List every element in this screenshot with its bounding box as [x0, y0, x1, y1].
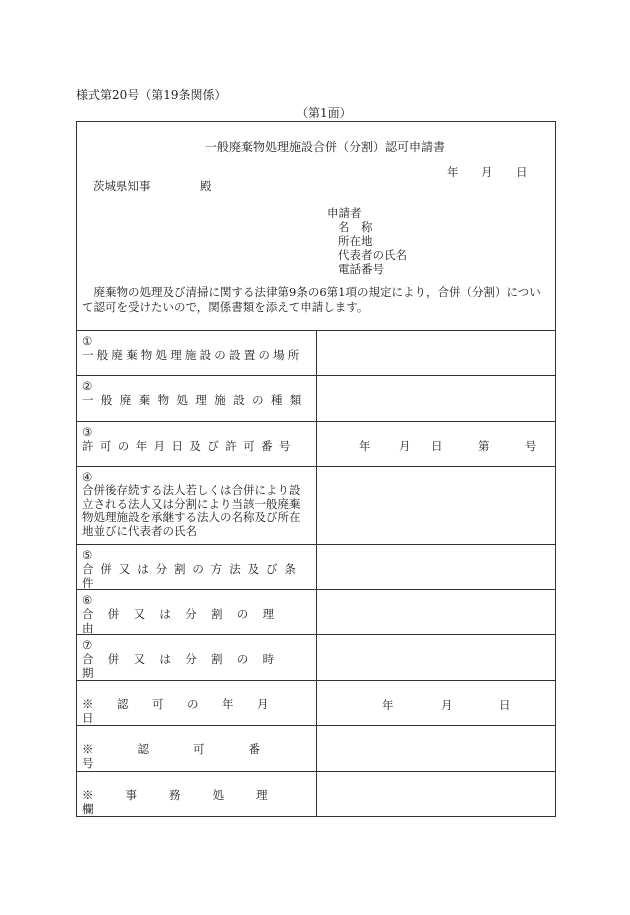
row-3-year: 年 [359, 439, 371, 453]
row-5-label [82, 548, 310, 590]
row-3-dai: 第 [478, 439, 490, 453]
row-text: 合併後存続する法人若しくは合併により設立される法人又は分割により当該一般廃棄物処理施設を承継する法人の名称及び所在地並びに代表者の氏名 [82, 483, 301, 538]
row-8-day: 日 [499, 698, 511, 712]
row-2-label [82, 379, 310, 407]
page-label: （第1面） [296, 106, 352, 120]
row-text: 合併又は分割の方法及び条件 [82, 562, 303, 590]
date-day: 日 [516, 165, 528, 179]
row-number: ⑥ [82, 593, 93, 607]
applicant-field-phone: 電話番号 [338, 262, 384, 276]
row-10-label [82, 788, 310, 816]
applicant-field-representative: 代表者の氏名 [338, 248, 407, 262]
applicant-field-name: 名 称 [338, 220, 373, 234]
form-number: 様式第20号（第19条関係） [76, 88, 227, 102]
applicant-label: 申請者 [327, 206, 362, 220]
row-text: ※認可番号 [82, 742, 304, 770]
row-text: 合併又は分割の時期 [82, 652, 289, 680]
row-text: ※認可の年月日 [82, 697, 292, 725]
addressee-name: 茨城県知事 [93, 179, 151, 193]
row-3-label [82, 425, 310, 453]
row-text: 一般廃棄物処理施設の設置の場所 [82, 348, 303, 362]
row-3-day: 日 [431, 439, 443, 453]
row-number: ⑦ [82, 638, 93, 652]
row-3-go: 号 [525, 439, 537, 453]
intro-text: 廃棄物の処理及び清掃に関する法律第9条の6第1項の規定により，合併（分割）について認可を受けたいので，関係書類を添えて申請します。 [82, 285, 541, 314]
date-month: 月 [481, 165, 493, 179]
row-text: ※事務処理欄 [82, 788, 300, 816]
row-7-label [82, 638, 310, 680]
row-text: 一般廃棄物処理施設の種類 [82, 393, 309, 407]
row-number: ① [82, 334, 93, 348]
row-8-year: 年 [382, 698, 394, 712]
date-year: 年 [447, 165, 459, 179]
row-8-month: 月 [441, 698, 453, 712]
row-number: ② [82, 379, 93, 393]
row-1-label [82, 334, 310, 362]
row-3-month: 月 [399, 439, 411, 453]
row-8-label [82, 697, 310, 725]
row-9-label [82, 742, 310, 770]
row-6-label [82, 593, 310, 635]
column-divider [316, 330, 317, 817]
row-text: 許可の年月日及び許可番号 [82, 439, 297, 453]
applicant-field-address: 所在地 [338, 234, 373, 248]
addressee-honorific: 殿 [200, 179, 212, 193]
form-title: 一般廃棄物処理施設合併（分割）認可申請書 [205, 140, 446, 154]
row-text: 合併又は分割の理由 [82, 607, 289, 635]
row-number: ④ [82, 470, 93, 484]
row-number: ③ [82, 425, 93, 439]
row-number: ⑤ [82, 548, 93, 562]
row-4-label [82, 470, 310, 538]
